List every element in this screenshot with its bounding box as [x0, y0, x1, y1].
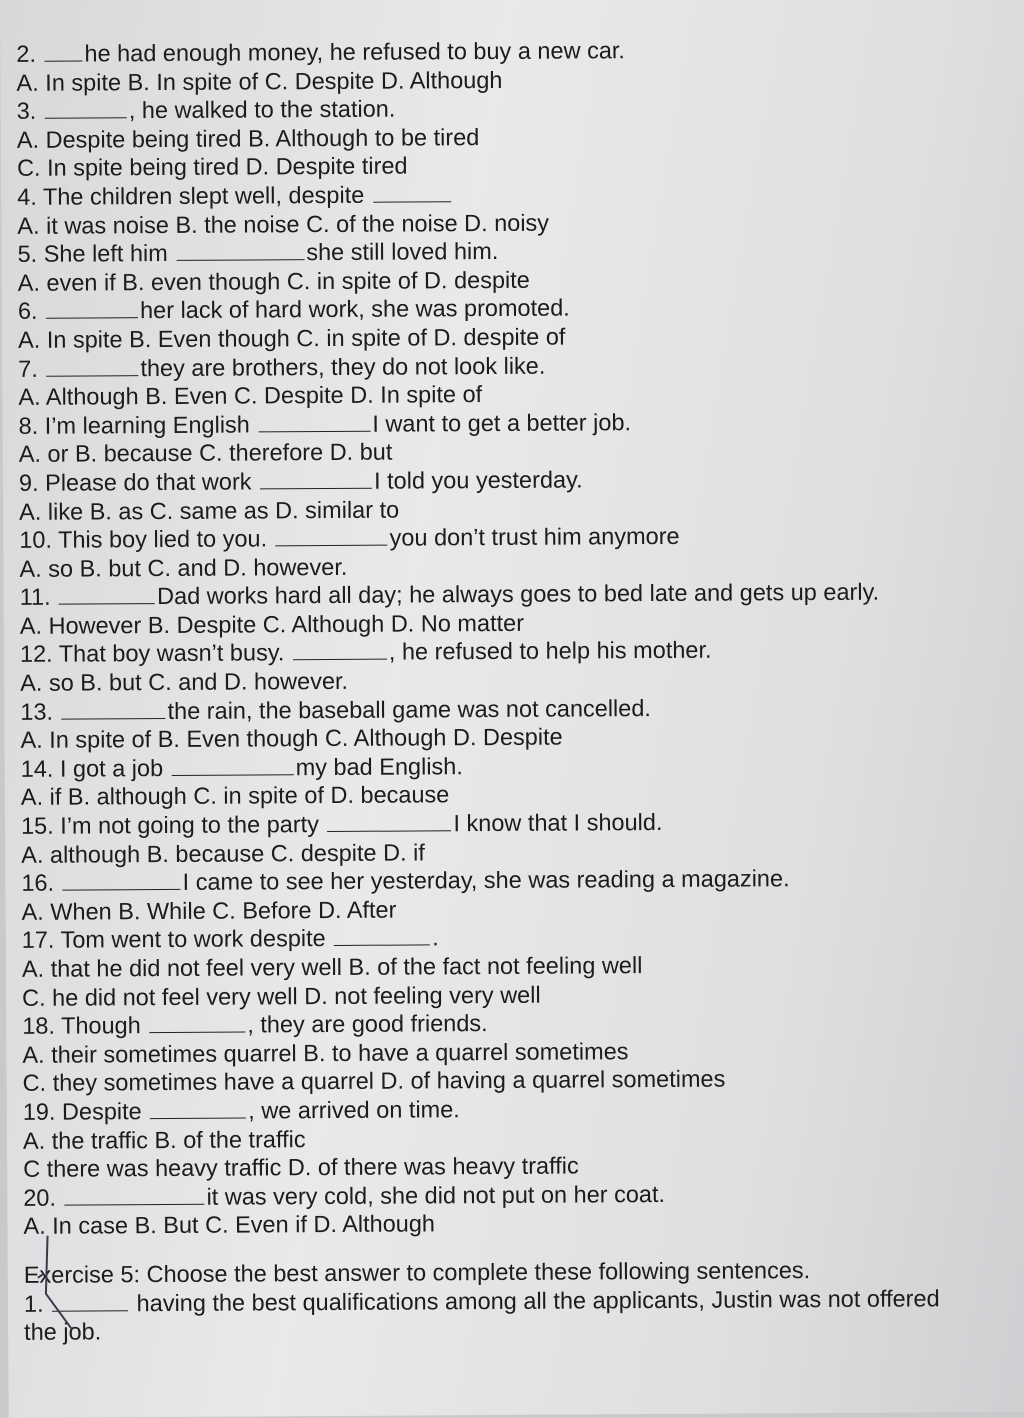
- question-text-after-blank: having the best qualifications among all the applicants, Justin was not offered: [136, 1284, 940, 1316]
- answer-blank: [61, 698, 165, 720]
- question-number: 12.: [19, 641, 53, 668]
- question-text-after-blank: .: [432, 924, 439, 951]
- answer-options: A. so B. but C. and D. however.: [20, 667, 349, 696]
- answer-blank: [44, 40, 82, 61]
- question-number: 5.: [17, 240, 38, 268]
- question-text-after-blank: , we arrived on time.: [248, 1096, 460, 1124]
- question-text-after-blank: I want to get a better job.: [372, 408, 632, 437]
- question-number: 17.: [21, 927, 55, 954]
- question-text-after-blank: , he walked to the station.: [128, 95, 396, 124]
- question-list: [16, 34, 1014, 1347]
- answer-options: A. that he did not feel very well B. of the fact not feeling well: [21, 952, 643, 982]
- answer-blank: [172, 754, 294, 776]
- answer-blank: [46, 298, 138, 320]
- answer-blank: [260, 468, 372, 490]
- question-text-after-blank: her lack of hard work, she was promoted.: [139, 294, 570, 324]
- question-text-before-blank: I’m not going to the party: [60, 811, 319, 839]
- question-number: 8.: [18, 412, 39, 439]
- answer-options: A. so B. but C. and D. however.: [19, 553, 348, 582]
- question-text-before-blank: That boy wasn’t busy.: [58, 639, 285, 668]
- question-text-before-blank: Tom went to work despite: [60, 925, 326, 954]
- answer-blank: [59, 583, 155, 605]
- answer-options: A. or B. because C. therefore D. but: [18, 438, 393, 468]
- answer-blank: [149, 1012, 245, 1034]
- question-number: 9.: [18, 469, 39, 496]
- question-number: 13.: [20, 698, 54, 725]
- question-text-before-blank: Despite: [61, 1098, 142, 1125]
- question-number: 1.: [23, 1290, 44, 1317]
- answer-blank: [45, 97, 127, 119]
- question-number: 20.: [23, 1184, 57, 1211]
- question-text-after-blank: I came to see her yesterday, she was reading a magazine.: [182, 865, 790, 896]
- answer-options: A. although B. because C. despite D. if: [21, 839, 425, 868]
- answer-options: C there was heavy traffic D. of there was heavy traffic: [23, 1152, 579, 1183]
- exercise-5-question-1-continued: the job.: [24, 1318, 102, 1346]
- question-text-after-blank: they are brothers, they do not look like.: [140, 352, 546, 381]
- question-number: 2.: [16, 40, 37, 67]
- answer-options: A. the traffic B. of the traffic: [22, 1125, 306, 1154]
- question-number: 18.: [22, 1012, 56, 1040]
- question-number: 16.: [21, 869, 55, 897]
- answer-blank: [63, 869, 181, 891]
- question-text-after-blank: it was very cold, she did not put on her coat.: [206, 1180, 666, 1210]
- answer-options: C. In spite being tired D. Despite tired: [16, 152, 408, 182]
- question-text-after-blank: Dad works hard all day; he always goes to bed late and gets up early.: [157, 578, 880, 610]
- question-number: 14.: [20, 755, 54, 782]
- question-text-after-blank: the rain, the baseball game was not cancelled.: [167, 694, 651, 724]
- question-line: [20, 577, 1010, 612]
- question-text-after-blank: I know that I should.: [453, 809, 663, 837]
- answer-blank: [150, 1097, 246, 1119]
- answer-options: A. their sometimes quarrel B. to have a quarrel sometimes: [22, 1037, 629, 1068]
- question-text-after-blank: he had enough money, he refused to buy a new car.: [84, 37, 625, 67]
- answer-blank: [293, 639, 387, 661]
- question-number: 19.: [22, 1098, 56, 1125]
- question-text-before-blank: I got a job: [59, 754, 164, 782]
- answer-options: A. In spite of B. Even though C. Although D. Despite: [20, 723, 563, 754]
- question-number: 15.: [20, 812, 54, 839]
- answer-options: A. In case B. But C. Even if D. Although: [23, 1210, 436, 1240]
- answer-options: A. if B. although C. in spite of D. because: [20, 781, 450, 811]
- answer-options: A. When B. While C. Before D. After: [21, 896, 397, 925]
- question-text-before-blank: I’m learning English: [44, 411, 250, 439]
- question-number: 10.: [19, 526, 53, 553]
- question-text-before-blank: She left him: [43, 240, 168, 267]
- answer-blank: [176, 239, 304, 261]
- answer-options: A. In spite B. Even though C. in spite of D. despite of: [17, 323, 566, 353]
- answer-options: A. In spite B. In spite of C. Despite D. Although: [16, 66, 503, 96]
- answer-options: A. even if B. even though C. in spite of D. despite: [17, 266, 530, 296]
- answer-options: A. Despite being tired B. Although to be tired: [16, 123, 480, 153]
- question-text-after-blank: my bad English.: [295, 753, 463, 781]
- question-text-before-blank: Though: [60, 1012, 141, 1039]
- question-number: 11.: [19, 583, 51, 611]
- question-text-before-blank: Please do that work: [45, 468, 252, 496]
- exercise-5-heading: Exercise 5: Choose the best answer to complete these following sentences.: [23, 1257, 811, 1288]
- question-text-before-blank: The children slept well, despite: [42, 181, 365, 210]
- question-text-after-blank: , they are good friends.: [247, 1010, 488, 1038]
- handwritten-pen-mark: [36, 1233, 107, 1333]
- answer-blank: [327, 810, 451, 832]
- question-number: 7.: [18, 355, 38, 382]
- answer-options: A. like B. as C. same as D. similar to: [19, 496, 400, 525]
- question-text-after-blank: , he refused to help his mother.: [388, 637, 712, 666]
- answer-blank: [276, 525, 388, 547]
- question-text-before-blank: This boy lied to you.: [58, 525, 268, 553]
- question-number: 3.: [16, 97, 37, 125]
- answer-blank: [46, 355, 138, 377]
- answer-options: C. they sometimes have a quarrel D. of having a quarrel sometimes: [22, 1065, 726, 1097]
- question-number: 6.: [17, 298, 38, 325]
- question-number: 4.: [17, 183, 37, 210]
- answer-options: A. Although B. Even C. Despite D. In spite of: [18, 381, 483, 411]
- question-text-after-blank: she still loved him.: [306, 238, 499, 266]
- answer-blank: [258, 410, 370, 432]
- answer-blank: [373, 181, 451, 202]
- answer-options: C. he did not feel very well D. not feeling very well: [22, 981, 541, 1011]
- answer-blank: [334, 925, 430, 947]
- answer-blank: [64, 1184, 204, 1206]
- question-text-after-blank: I told you yesterday.: [373, 466, 583, 494]
- question-text-after-blank: you don’t trust him anymore: [389, 522, 680, 551]
- answer-options: A. it was noise B. the noise C. of the noise D. noisy: [17, 209, 550, 239]
- answer-options: A. However B. Despite C. Although D. No matter: [19, 609, 525, 639]
